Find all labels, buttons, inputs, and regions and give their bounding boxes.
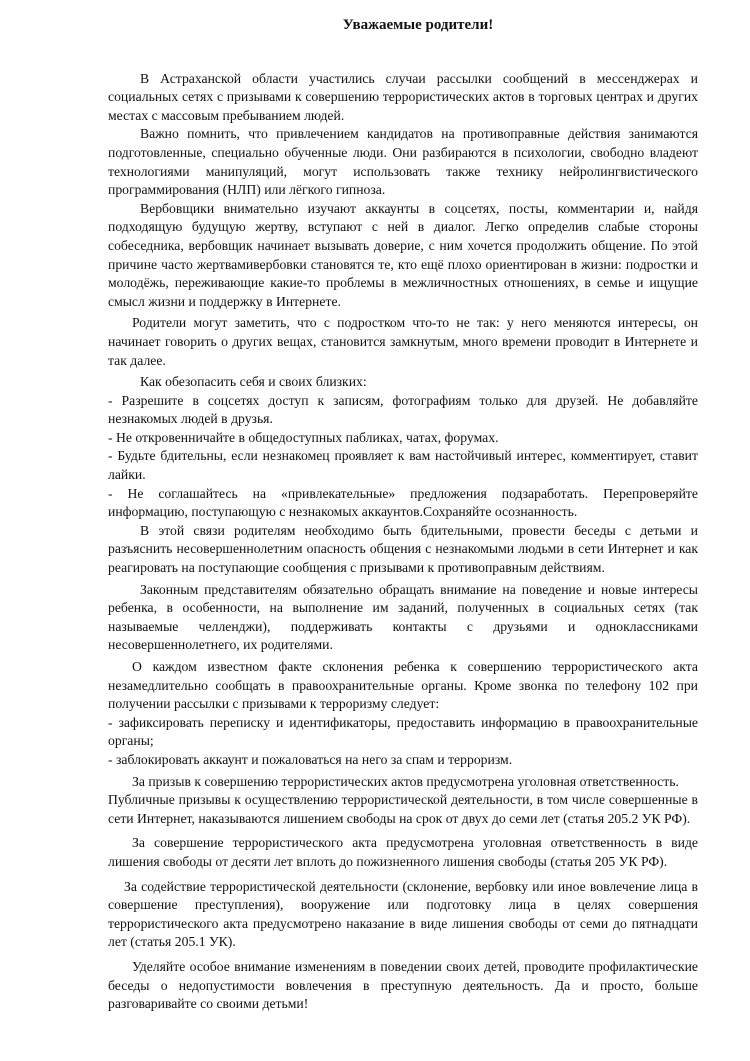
paragraph-article-205-1: За содействие террористической деятельности (склонение, вербовку или иное вовлечение лица в совершение преступления), вооружение или подготовку лица в целях совершения террористического акта предусмотрено наказание в виде лишения свободы от семи до пятнадцати лет (статья 205.1 УК). xyxy=(108,878,698,950)
list-item-block-account: - заблокировать аккаунт и пожаловаться на него за спам и терроризм. xyxy=(108,751,513,767)
paragraph-parents-notice: Родители могут заметить, что с подростком что-то не так: у него меняются интересы, он начинает говорить о других вещах, становится замкнутым, много времени проводит в Интернете и так далее. xyxy=(108,315,698,368)
paragraph-parents-vigilance: В этой связи родителям необходимо быть бдительными, провести беседы с детьми и разъяснить несовершеннолетним опасность общения с незнакомыми людьми в сети Интернет и как реагировать на поступающие сообщения с призывами к противоправным действиям. xyxy=(108,522,698,576)
paragraph-intro: В Астраханской области участились случаи рассылки сообщений в мессенджерах и социальных сетях с призывами к совершению террористических актов в торговых центрах и других местах с массовым пребыванием людей. xyxy=(108,70,698,123)
list-item-privacy: - Разрешите в соцсетях доступ к записям, фотографиям только для друзей. Не добавляйте незнакомых людей в друзья. xyxy=(108,392,698,427)
paragraph-recruiters-trained: Важно помнить, что привлечением кандидатов на противоправные действия занимаются подготовленные, специально обученные люди. Они разбираются в психологии, свободно владеют технологиями манипуляций, могут использовать также технику нейролингвистического программирования (НЛП) или лёгкого гипноза. xyxy=(108,126,698,198)
list-item-be-vigilant: - Будьте бдительны, если незнакомец проявляет к вам настойчивый интерес, комментирует, ставит лайки. xyxy=(108,448,698,483)
list-item-no-offers: - Не соглашайтесь на «привлекательные» предложения подзаработать. Перепроверяйте информацию, поступающую с незнакомых аккаунтов.Сохраняйте осознанность. xyxy=(108,485,698,520)
list-item-record-messages: - зафиксировать переписку и идентификаторы, предоставить информацию в правоохранительные органы; xyxy=(108,714,698,749)
document-title: Уважаемые родители! xyxy=(342,17,494,33)
paragraph-closing-appeal: Уделяйте особое внимание изменениям в поведении своих детей, проводите профилактические беседы о недопустимости вовлечения в преступную деятельность. Да и просто, больше разговаривайте со своими детьми! xyxy=(108,958,698,1012)
paragraph-how-to-protect: Как обезопасить себя и своих близких: xyxy=(140,374,367,390)
list-item-no-oversharing: - Не откровенничайте в общедоступных пабликах, чатах, форумах. xyxy=(108,429,499,445)
paragraph-legal-representatives: Законным представителям обязательно обращать внимание на поведение и новые интересы ребенка, в особенности, на выполнение им заданий, полученных в социальных сетях (так называемые челленджи), поддерживать контакты с друзьями и одноклассниками несовершеннолетнего, их родителями. xyxy=(108,581,698,653)
paragraph-article-205-2: Публичные призывы к осуществлению террористической деятельности, в том числе совершенные в сети Интернет, наказываются лишением свободы на срок от двух до семи лет (статья 205.2 УК РФ). xyxy=(108,792,698,826)
paragraph-report-facts: О каждом известном факте склонения ребенка к совершению террористического акта незамедлительно сообщать в правоохранительные органы. Кроме звонка по телефону 102 при получении рассылки с призывами к терроризму следует: xyxy=(108,659,698,712)
paragraph-criminal-liability: За призыв к совершению террористических актов предусмотрена уголовная ответственность. xyxy=(132,773,679,789)
paragraph-article-205: За совершение террористического акта предусмотрена уголовная ответственность в виде лишения свободы от десяти лет вплоть до пожизненного лишения свободы (статья 205 УК РФ). xyxy=(108,835,698,869)
paragraph-recruiters-method: Вербовщики внимательно изучают аккаунты в соцсетях, посты, комментарии и, найдя подходящую будущую жертву, вступают с ней в диалог. Легко определив слабые стороны собеседника, вербовщик начинает вызывать доверие, с ним хочется продолжить общение. По этой причине часто жертвамивербовки становятся те, кто ещё плохо ориентирован в жизни: подростки и молодёжь, переживающие какие-то проблемы в межличностных отношениях, в семье и ищущие смысл жизни и поддержку в Интернете. xyxy=(108,200,698,309)
